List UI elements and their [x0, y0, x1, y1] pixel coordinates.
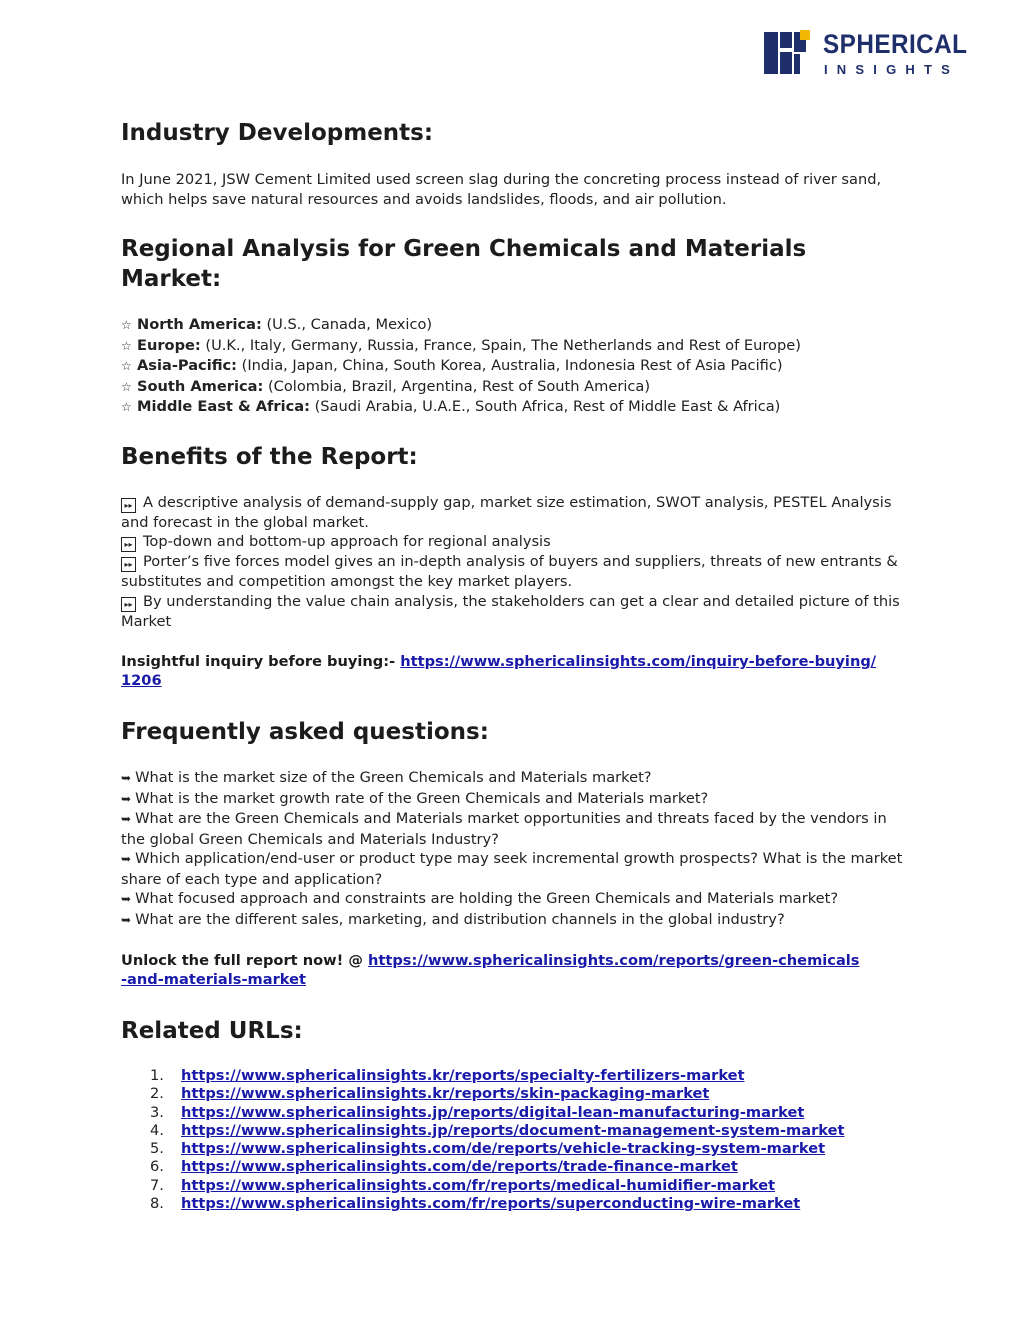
star-icon: ☆	[121, 400, 132, 414]
related-urls-heading: Related URLs:	[121, 1018, 303, 1044]
benefit-text: Top-down and bottom-up approach for regional analysis	[143, 533, 551, 550]
region-item	[121, 336, 911, 357]
region-countries: (Colombia, Brazil, Argentina, Rest of South America)	[263, 377, 651, 395]
regional-list	[121, 315, 911, 418]
faq-text: What are the Green Chemicals and Materials market opportunities and threats faced by the vendors in the global Green Chemicals and Materials Industry?	[121, 810, 887, 848]
related-url-link[interactable]: https://www.sphericalinsights.jp/reports/document-management-system-market	[181, 1121, 845, 1139]
logo-wordmark-secondary: INSIGHTS	[824, 62, 959, 77]
faq-text: What focused approach and constraints are holding the Green Chemicals and Materials market?	[135, 890, 839, 907]
arrow-right-icon: ➥	[121, 771, 132, 785]
faq-item	[121, 889, 906, 910]
list-number: 4.	[150, 1121, 164, 1139]
industry-developments-text: In June 2021, JSW Cement Limited used screen slag during the concreting process instead of river sand, which helps save natural resources and avoids landslides, floods, and air pollution.	[121, 171, 882, 208]
related-urls-list	[121, 1067, 911, 1213]
logo-wordmark-primary: SPHERICAL	[823, 29, 968, 59]
list-number: 5.	[150, 1140, 164, 1158]
inquiry-link[interactable]: https://www.sphericalinsights.com/inquiry-before-buying/1206	[121, 653, 877, 689]
related-url-link[interactable]: https://www.sphericalinsights.com/fr/reports/medical-humidifier-market	[181, 1176, 776, 1194]
related-url-link[interactable]: https://www.sphericalinsights.com/de/reports/trade-finance-market	[181, 1158, 738, 1176]
faq-text: Which application/end-user or product type may seek incremental growth prospects? What is the market share of each type and application?	[121, 850, 903, 888]
faq-item	[121, 789, 906, 810]
benefit-text: By understanding the value chain analysis, the stakeholders can get a clear and detailed picture of this Market	[121, 592, 900, 630]
benefit-item	[121, 493, 906, 533]
region-countries: (Saudi Arabia, U.A.E., South Africa, Rest of Middle East & Africa)	[309, 398, 781, 415]
related-url-link[interactable]: https://www.sphericalinsights.com/de/reports/vehicle-tracking-system-market	[181, 1140, 826, 1158]
regional-analysis-heading: Regional Analysis for Green Chemicals and Materials Market:	[121, 236, 807, 292]
related-url-link[interactable]: https://www.sphericalinsights.kr/reports/skin-packaging-market	[181, 1085, 710, 1103]
benefits-heading: Benefits of the Report:	[121, 443, 418, 470]
region-item	[121, 315, 911, 336]
benefit-item	[121, 552, 906, 592]
star-icon: ☆	[121, 318, 132, 332]
region-countries: (U.K., Italy, Germany, Russia, France, Spain, The Netherlands and Rest of Europe)	[200, 336, 801, 354]
region-name: Middle East & Africa:	[137, 398, 310, 415]
related-url-item	[121, 1104, 911, 1122]
list-number: 3.	[150, 1103, 164, 1121]
arrow-right-icon: ➥	[121, 912, 132, 927]
region-name: Asia-Pacific:	[137, 357, 237, 374]
document-body	[121, 118, 911, 1213]
list-number: 8.	[150, 1195, 164, 1213]
related-url-item	[121, 1195, 911, 1213]
boxed-arrow-icon: ▸▸	[121, 597, 136, 612]
faq-heading: Frequently asked questions:	[121, 719, 489, 745]
region-countries: (India, Japan, China, South Korea, Australia, Indonesia Rest of Asia Pacific)	[237, 357, 783, 374]
arrow-right-icon: ➥	[121, 892, 132, 906]
arrow-right-icon: ➥	[121, 812, 132, 826]
region-name: Europe:	[137, 336, 201, 354]
star-icon: ☆	[121, 359, 132, 373]
related-url-item	[121, 1122, 911, 1140]
region-name: South America:	[137, 377, 264, 395]
unlock-label: Unlock the full report now! @	[121, 952, 369, 969]
benefit-text: Porter’s five forces model gives an in-depth analysis of buyers and suppliers, threats of new entrants & substitutes and competition amongst the key market players.	[121, 553, 898, 590]
arrow-right-icon: ➥	[121, 791, 132, 806]
list-number: 6.	[150, 1158, 164, 1176]
boxed-arrow-icon: ▸▸	[121, 537, 136, 552]
inquiry-callout	[121, 652, 881, 690]
unlock-report-link[interactable]: https://www.sphericalinsights.com/reports/green-chemicals-and-materials-market	[121, 952, 860, 988]
region-item	[121, 377, 911, 398]
region-item	[121, 397, 911, 418]
related-url-link[interactable]: https://www.sphericalinsights.com/fr/reports/superconducting-wire-market	[181, 1195, 801, 1213]
benefit-item	[121, 532, 906, 552]
boxed-arrow-icon: ▸▸	[121, 498, 136, 513]
star-icon: ☆	[121, 379, 132, 394]
faq-list	[121, 768, 906, 930]
logo-mark-icon	[764, 30, 812, 76]
industry-developments-heading: Industry Developments:	[121, 120, 434, 146]
benefit-text: A descriptive analysis of demand-supply gap, market size estimation, SWOT analysis, PESTEL Analysis and forecast in the global market.	[121, 493, 892, 531]
related-url-item	[121, 1158, 911, 1176]
faq-item	[121, 768, 906, 789]
inquiry-label: Insightful inquiry before buying:-	[121, 653, 401, 670]
faq-item	[121, 910, 906, 931]
list-number: 1.	[150, 1067, 164, 1084]
benefit-item	[121, 592, 906, 632]
faq-text: What are the different sales, marketing, and distribution channels in the global industry?	[135, 910, 785, 928]
related-url-item	[121, 1085, 911, 1103]
faq-text: What is the market size of the Green Chemicals and Materials market?	[135, 769, 652, 786]
boxed-arrow-icon: ▸▸	[121, 557, 136, 572]
related-url-link[interactable]: https://www.sphericalinsights.kr/reports/specialty-fertilizers-market	[181, 1067, 745, 1084]
faq-item	[121, 809, 906, 849]
related-url-link[interactable]: https://www.sphericalinsights.jp/reports/digital-lean-manufacturing-market	[181, 1103, 805, 1121]
related-url-item	[121, 1067, 911, 1085]
region-item	[121, 356, 911, 377]
region-countries: (U.S., Canada, Mexico)	[261, 316, 433, 333]
faq-text: What is the market growth rate of the Green Chemicals and Materials market?	[135, 789, 709, 807]
arrow-right-icon: ➥	[121, 852, 132, 866]
faq-item	[121, 849, 906, 889]
benefits-list	[121, 493, 906, 632]
unlock-callout	[121, 951, 861, 989]
star-icon: ☆	[121, 338, 132, 353]
related-url-item	[121, 1140, 911, 1158]
list-number: 2.	[150, 1085, 164, 1103]
spherical-insights-logo	[764, 30, 974, 78]
list-number: 7.	[150, 1176, 164, 1194]
related-url-item	[121, 1177, 911, 1195]
region-name: North America:	[137, 316, 262, 333]
